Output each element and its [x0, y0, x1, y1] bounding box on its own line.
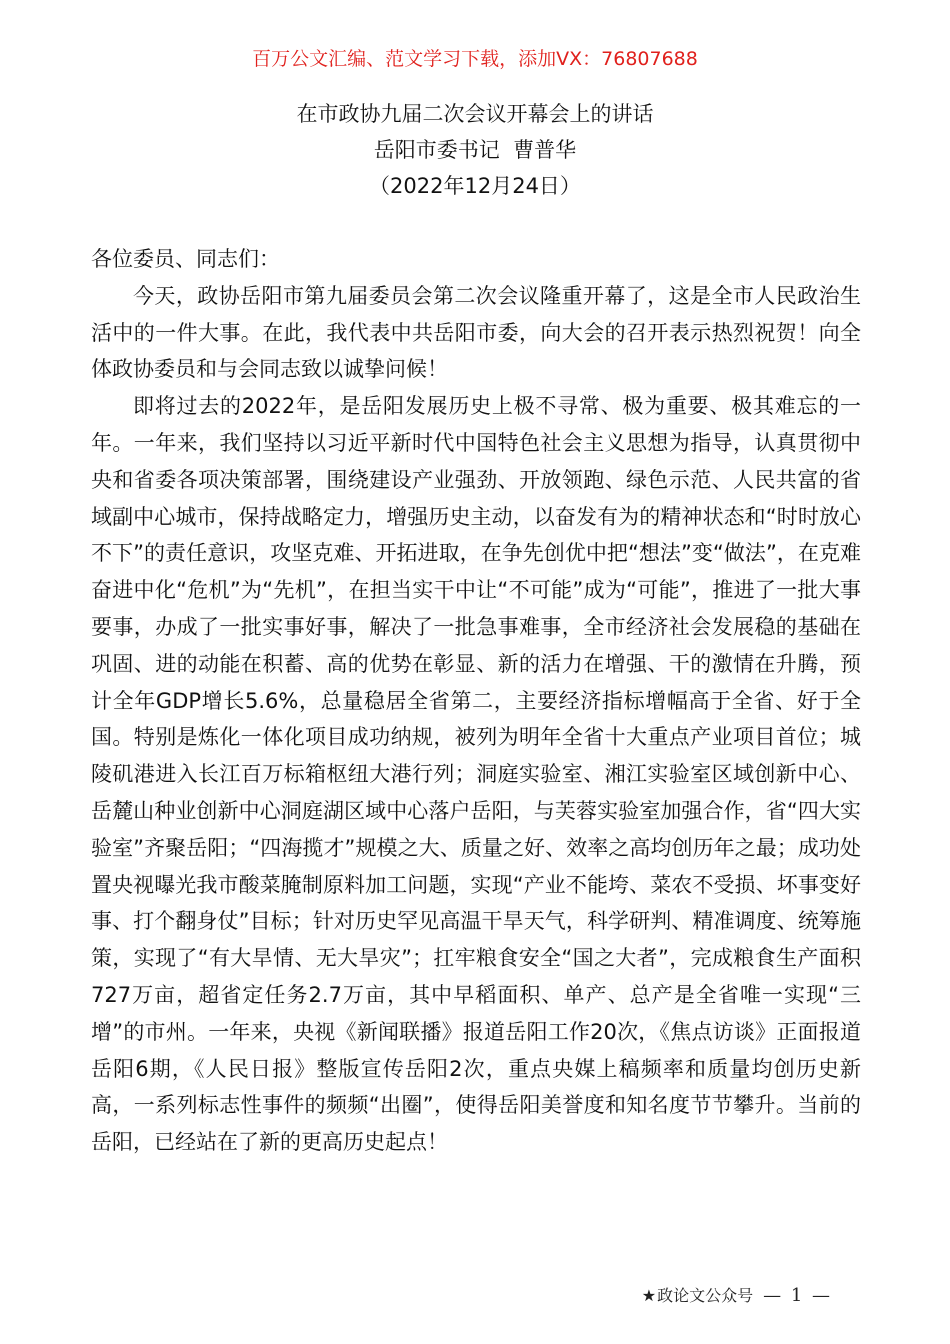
- footer-source: 政论文公众号: [657, 1286, 754, 1305]
- speech-title: 在市政协九届二次会议开幕会上的讲话: [296, 102, 654, 126]
- speech-date: （2022年12月24日）: [369, 174, 581, 198]
- salutation: 各位委员、同志们：: [91, 247, 280, 271]
- title-block: [0, 96, 950, 204]
- star-icon: ★: [641, 1286, 657, 1305]
- page-number: — 1 —: [763, 1285, 832, 1306]
- page-footer: [642, 1284, 832, 1308]
- speech-author: 岳阳市委书记 曹普华: [373, 138, 577, 162]
- speech-body: [91, 241, 861, 1161]
- promo-banner: 百万公文汇编、范文学习下载，添加VX：76807688: [252, 48, 698, 70]
- paragraph-1: 今天，政协岳阳市第九届委员会第二次会议隆重开幕了，这是全市人民政治生活中的一件大事。在此，我代表中共岳阳市委，向大会的召开表示热烈祝贺！向全体政协委员和与会同志致以诚挚问候！: [91, 283, 861, 382]
- paragraph-2: 即将过去的2022年，是岳阳发展历史上极不寻常、极为重要、极其难忘的一年。一年来，我们坚持以习近平新时代中国特色社会主义思想为指导，认真贯彻中央和省委各项决策部署，围绕建设产业强劲、开放领跑、绿色示范、人民共富的省域副中心城市，保持战略定力，增强历史主动，以奋发有为的精神状态和“时时放心不下”的责任意识，攻坚克难、开拓进取，在争先创优中把“想法”变“做法”，在克难奋进中化“危机”为“先机”，在担当实干中让“不可能”成为“可能”，推进了一批大事要事，办成了一批实事好事，解决了一批急事难事，全市经济社会发展稳的基础在巩固、进的动能在积蓄、高的优势在彰显、新的活力在增强、干的激情在升腾，预计全年GDP增长5.6%，总量稳居全省第二，主要经济指标增幅高于全省、好于全国。特别是炼化一体化项目成功纳规，被列为明年全省十大重点产业项目首位；城陵矶港进入长江百万标箱枢纽大港行列；洞庭实验室、湘江实验室区域创新中心、岳麓山种业创新中心洞庭湖区域中心落户岳阳，与芙蓉实验室加强合作，省“四大实验室”齐聚岳阳；“四海揽才”规模之大、质量之好、效率之高均创历年之最；成功处置央视曝光我市酸菜腌制原料加工问题，实现“产业不能垮、菜农不受损、坏事变好事、打个翻身仗”目标；针对历史罕见高温干旱天气，科学研判、精准调度、统筹施策，实现了“有大旱情、无大旱灾”；扛牢粮食安全“国之大者”，完成粮食生产面积727万亩，超省定任务2.7万亩，其中早稻面积、单产、总产是全省唯一实现“三增”的市州。一年来，央视《新闻联播》报道岳阳工作20次，《焦点访谈》正面报道岳阳6期，《人民日报》整版宣传岳阳2次，重点央媒上稿频率和质量均创历史新高，一系列标志性事件的频频“出圈”，使得岳阳美誉度和知名度节节攀升。当前的岳阳，已经站在了新的更高历史起点！: [91, 394, 861, 1155]
